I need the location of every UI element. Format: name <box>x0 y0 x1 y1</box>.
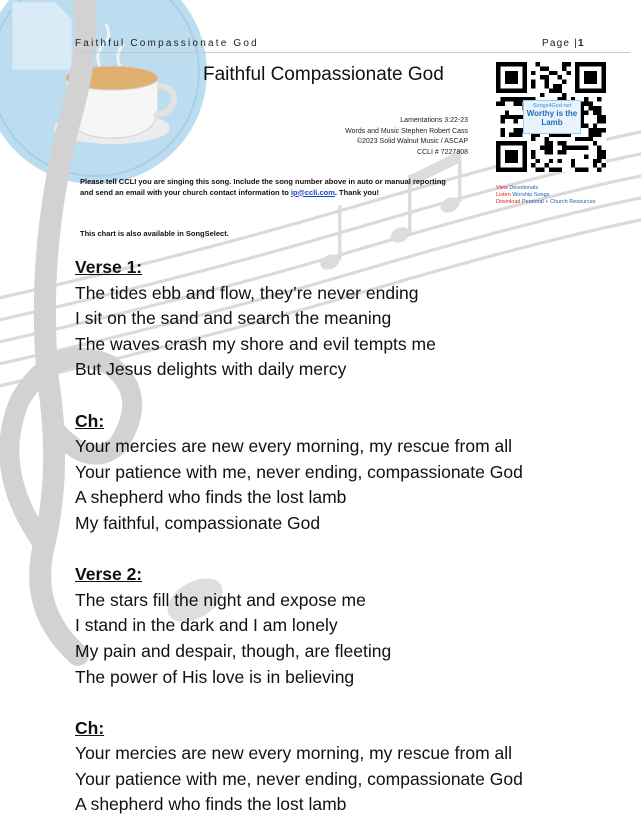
header-divider <box>75 52 630 53</box>
section-label: Verse 2: <box>75 564 143 585</box>
lyrics <box>75 255 635 818</box>
lyric-line: But Jesus delights with daily mercy <box>75 359 347 380</box>
section-gap <box>75 383 635 409</box>
section-gap <box>75 690 635 716</box>
qr-site: Songs4God.net <box>532 103 572 109</box>
song-meta <box>300 116 468 158</box>
resource-links <box>496 185 596 206</box>
songselect-note: This chart is also available in SongSelect. <box>80 229 229 238</box>
author-credit: Words and Music Stephen Robert Cass <box>345 127 468 135</box>
qr-code[interactable] <box>496 62 606 172</box>
resource-link-devotionals[interactable]: View Devotionals <box>496 185 539 191</box>
page-label: Page | <box>542 38 578 49</box>
section-label: Verse 1: <box>75 257 143 277</box>
document-icon <box>12 2 72 70</box>
lyric-line: Your mercies are new every morning, my rescue from all <box>75 743 513 764</box>
resource-link-resources[interactable]: Download Personal + Church Resources <box>496 199 596 205</box>
resource-link-worship-songs[interactable]: Listen Worship Songs <box>496 192 550 198</box>
lyric-line: A shepherd who finds the lost lamb <box>75 487 347 508</box>
page-header-title: Faithful Compassionate God <box>75 38 259 49</box>
section-label: Ch: <box>75 410 105 431</box>
lyric-line: The tides ebb and flow, they’re never ending <box>75 282 419 303</box>
lyric-line: I sit on the sand and search the meaning <box>75 308 392 329</box>
lyric-line: Your mercies are new every morning, my rescue from all <box>75 436 513 457</box>
page-number-value: 1 <box>577 38 584 49</box>
ccli-email-link[interactable]: ip@ccli.com <box>290 187 335 197</box>
lyric-line: A shepherd who finds the lost lamb <box>75 794 347 815</box>
scripture-reference: Lamentations 3:22-23 <box>400 117 468 124</box>
ccli-number: CCLI # 7227808 <box>417 148 468 156</box>
lyric-line: Your patience with me, never ending, compassionate God <box>75 768 523 789</box>
song-title: Faithful Compassionate God <box>203 64 444 85</box>
section-gap <box>75 537 635 563</box>
section-label: Ch: <box>75 717 105 738</box>
lyric-line: I stand in the dark and I am lonely <box>75 615 338 636</box>
lyric-line: The power of His love is in believing <box>75 666 355 687</box>
lyric-line: Your patience with me, never ending, compassionate God <box>75 461 523 482</box>
lyric-line: My faithful, compassionate God <box>75 512 321 533</box>
lyric-line: The waves crash my shore and evil tempts me <box>75 333 436 354</box>
page-number <box>542 38 584 49</box>
qr-badge <box>523 100 581 134</box>
ccli-notice: Please tell CCLI you are singing this song. Include the song number above in auto or manual reporting and send an email with your church contact information to ip@ccli.com. Thank you! <box>80 177 446 197</box>
lyric-line: The stars fill the night and expose me <box>75 589 366 610</box>
lyric-line: My pain and despair, though, are fleeting <box>75 640 392 661</box>
qr-badge-title: Worthy is the Lamb <box>526 109 578 127</box>
copyright: ©2023 Solid Walnut Music / ASCAP <box>356 138 468 145</box>
